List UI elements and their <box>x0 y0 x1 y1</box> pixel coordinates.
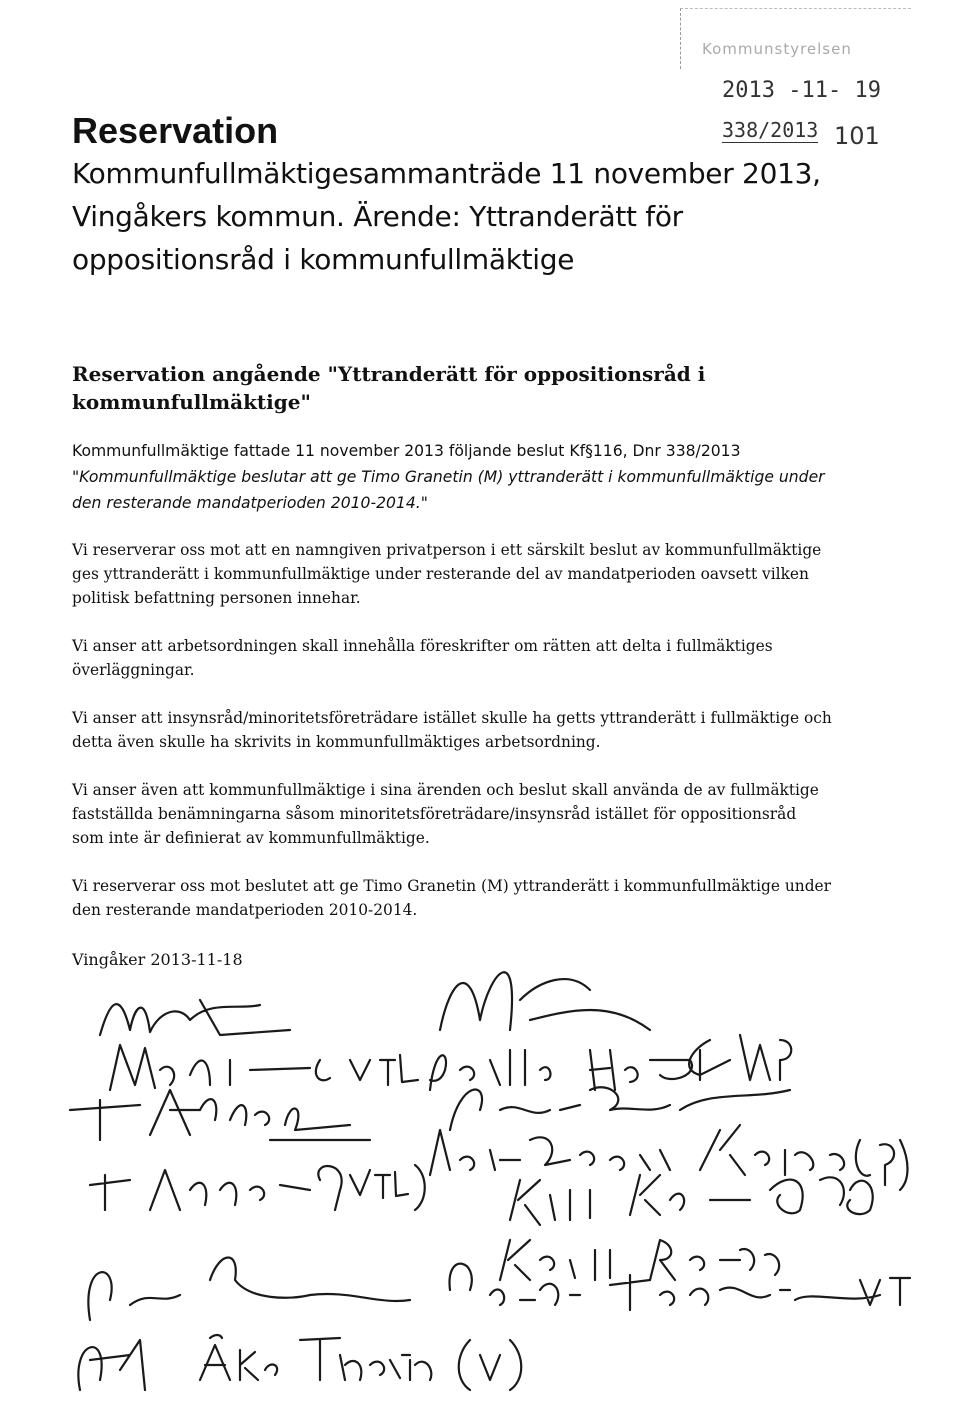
reservation-heading: Reservation angående "Yttranderätt för oppositionsråd i kommunfullmäktige" <box>72 362 706 414</box>
signature-pernilla-hagberg <box>430 972 791 1090</box>
decision-quote: "Kommunfullmäktige beslutar att ge Timo Granetin (M) yttranderätt i kommunfullmäktige under den resterande mandatperioden 2010-2014." <box>72 468 825 512</box>
stamp-border <box>680 8 911 69</box>
signature-lars-gunnar-karlsson <box>430 1087 908 1190</box>
decision-text: Kommunfullmäktige fattade 11 november 2013 följande beslut Kf§116, Dnr 338/2013 <box>72 442 741 460</box>
document-subtitle: Kommunfullmäktigesammanträde 11 november 2013, Vingåkers kommun. Ärende: Yttranderätt för oppositionsråd i kommunfullmäktige <box>72 157 821 276</box>
stamp-dnr: 338/2013 <box>722 118 819 142</box>
paragraph-2: Vi anser att arbetsordningen skall innehålla föreskrifter om rätten att delta i fullmäktiges överläggningar. <box>72 637 773 679</box>
signature-f-appelgren <box>70 1090 425 1210</box>
signature-marita-larsson <box>100 1000 418 1090</box>
paragraph-1: Vi reserverar oss mot att en namngiven privatperson i ett särskilt beslut av kommunfullmäktige ges yttranderätt i kommunfullmäktige under resterande del av mandatperioden oavsett vilken politisk befattning personen innehar. <box>72 541 822 607</box>
stamp-organization: Kommunstyrelsen <box>702 40 852 58</box>
document-title: Reservation <box>72 110 279 151</box>
signature-roger-fredman <box>88 1258 910 1321</box>
signature-kjell-rosen <box>500 1175 873 1280</box>
paragraph-5: Vi reserverar oss mot beslutet att ge Timo Granetin (M) yttranderätt i kommunfullmäktige under den resterande mandatperioden 2010-2014. <box>72 877 832 919</box>
stamp-date: 2013 -11- 19 <box>722 78 881 103</box>
signature-area <box>50 960 930 1400</box>
place-and-date: Vingåker 2013-11-18 <box>72 950 243 969</box>
signature-ake-thorin <box>78 1335 521 1390</box>
stamp-code: 101 <box>834 122 880 150</box>
reception-stamp <box>662 0 912 150</box>
decision-intro <box>72 438 852 516</box>
paragraph-3: Vi anser att insynsråd/minoritetsföreträdare istället skulle ha getts yttranderätt i fullmäktige och detta även skulle ha skrivits in kommunfullmäktiges arbetsordning. <box>72 709 832 751</box>
paragraph-4: Vi anser även att kommunfullmäktige i sina ärenden och beslut skall använda de av fullmäktige fastställda benämningarna såsom minoritetsföreträdare/insynsråd istället för oppositionsråd som inte är definierat av kommunfullmäktige. <box>72 781 819 847</box>
